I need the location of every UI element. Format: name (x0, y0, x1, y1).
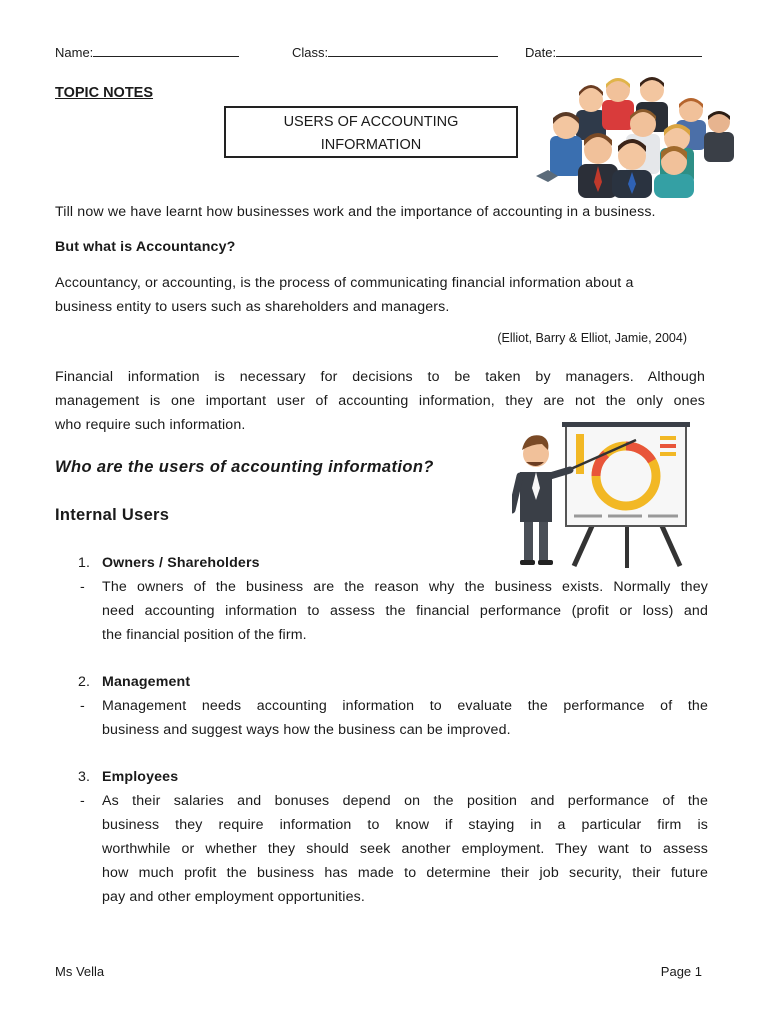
easel-top-bar (562, 422, 690, 427)
title-box (224, 106, 518, 158)
person-mid-1 (550, 112, 582, 176)
class-field (292, 43, 498, 60)
item-3-dash: - (80, 793, 85, 809)
internal-users-heading: Internal Users (55, 506, 170, 524)
name-blank-line (93, 43, 239, 57)
citation: (Elliot, Barry & Elliot, Jamie, 2004) (497, 331, 687, 345)
item-1-description (102, 575, 708, 647)
person-back-1 (576, 85, 606, 140)
item-2-dash: - (80, 698, 85, 714)
item-3-line-4: how much profit the business has made to determine their job security, their future (102, 865, 708, 881)
item-1-number: 1. (78, 555, 91, 571)
item-3-title: Employees (102, 769, 179, 785)
people-group-illustration (536, 70, 736, 198)
topic-label: TOPIC NOTES (55, 85, 154, 101)
item-3-description (102, 789, 708, 909)
item-2-title: Management (102, 674, 191, 690)
item-1-line-1: The owners of the business are the reason why the business exists. Normally they (102, 579, 708, 595)
financial-line-1: Financial information is necessary for decisions to be taken by managers. Although (55, 369, 705, 385)
definition-line-2: business entity to users such as shareholders and managers. (55, 299, 450, 315)
item-3-line-1: As their salaries and bonuses depend on the position and performance of the (102, 793, 708, 809)
item-1-dash: - (80, 579, 85, 595)
presenter-chart-illustration (512, 418, 692, 570)
financial-line-3: who require such information. (55, 417, 246, 433)
easel-leg-right (662, 526, 680, 566)
name-field (55, 43, 239, 60)
class-blank-line (328, 43, 498, 57)
item-2-description (102, 694, 708, 742)
footer-author: Ms Vella (55, 964, 105, 979)
item-1-title: Owners / Shareholders (102, 555, 260, 571)
date-label: Date: (525, 45, 557, 60)
date-blank-line (556, 43, 702, 57)
class-label: Class: (292, 45, 329, 60)
users-heading: Who are the users of accounting information? (55, 458, 434, 476)
item-3-number: 3. (78, 769, 91, 785)
person-back-2 (602, 78, 634, 130)
intro-text: Till now we have learnt how businesses work and the importance of accounting in a business. (55, 204, 656, 220)
question-heading: But what is Accountancy? (55, 239, 236, 255)
item-3-line-2: business they require information to know if staying in a particular firm is (102, 817, 708, 833)
person-back-5 (704, 111, 734, 162)
item-1-line-3: the financial position of the firm. (102, 627, 307, 643)
title-line-1: USERS OF ACCOUNTING (283, 114, 459, 130)
date-field (525, 43, 702, 60)
item-1-line-2: need accounting information to assess the financial performance (profit or loss) and (102, 603, 708, 619)
name-label: Name: (55, 45, 94, 60)
item-3-line-3: worthwhile or whether they should seek another employment. They want to assess (102, 841, 708, 857)
item-2-line-2: business and suggest ways how the business can be improved. (102, 722, 511, 738)
item-2-number: 2. (78, 674, 91, 690)
financial-line-2: management is one important user of accounting information, they are not the only ones (55, 393, 705, 409)
definition-paragraph (55, 271, 715, 319)
bar-left (576, 434, 584, 474)
title-line-2: INFORMATION (320, 137, 422, 153)
item-3-line-5: pay and other employment opportunities. (102, 889, 365, 905)
item-2-line-1: Management needs accounting information to evaluate the performance of the (102, 698, 708, 714)
definition-line-1: Accountancy, or accounting, is the process of communicating financial information about a (55, 275, 634, 291)
footer-page-number: Page 1 (660, 964, 702, 979)
easel-leg-left (574, 526, 592, 566)
